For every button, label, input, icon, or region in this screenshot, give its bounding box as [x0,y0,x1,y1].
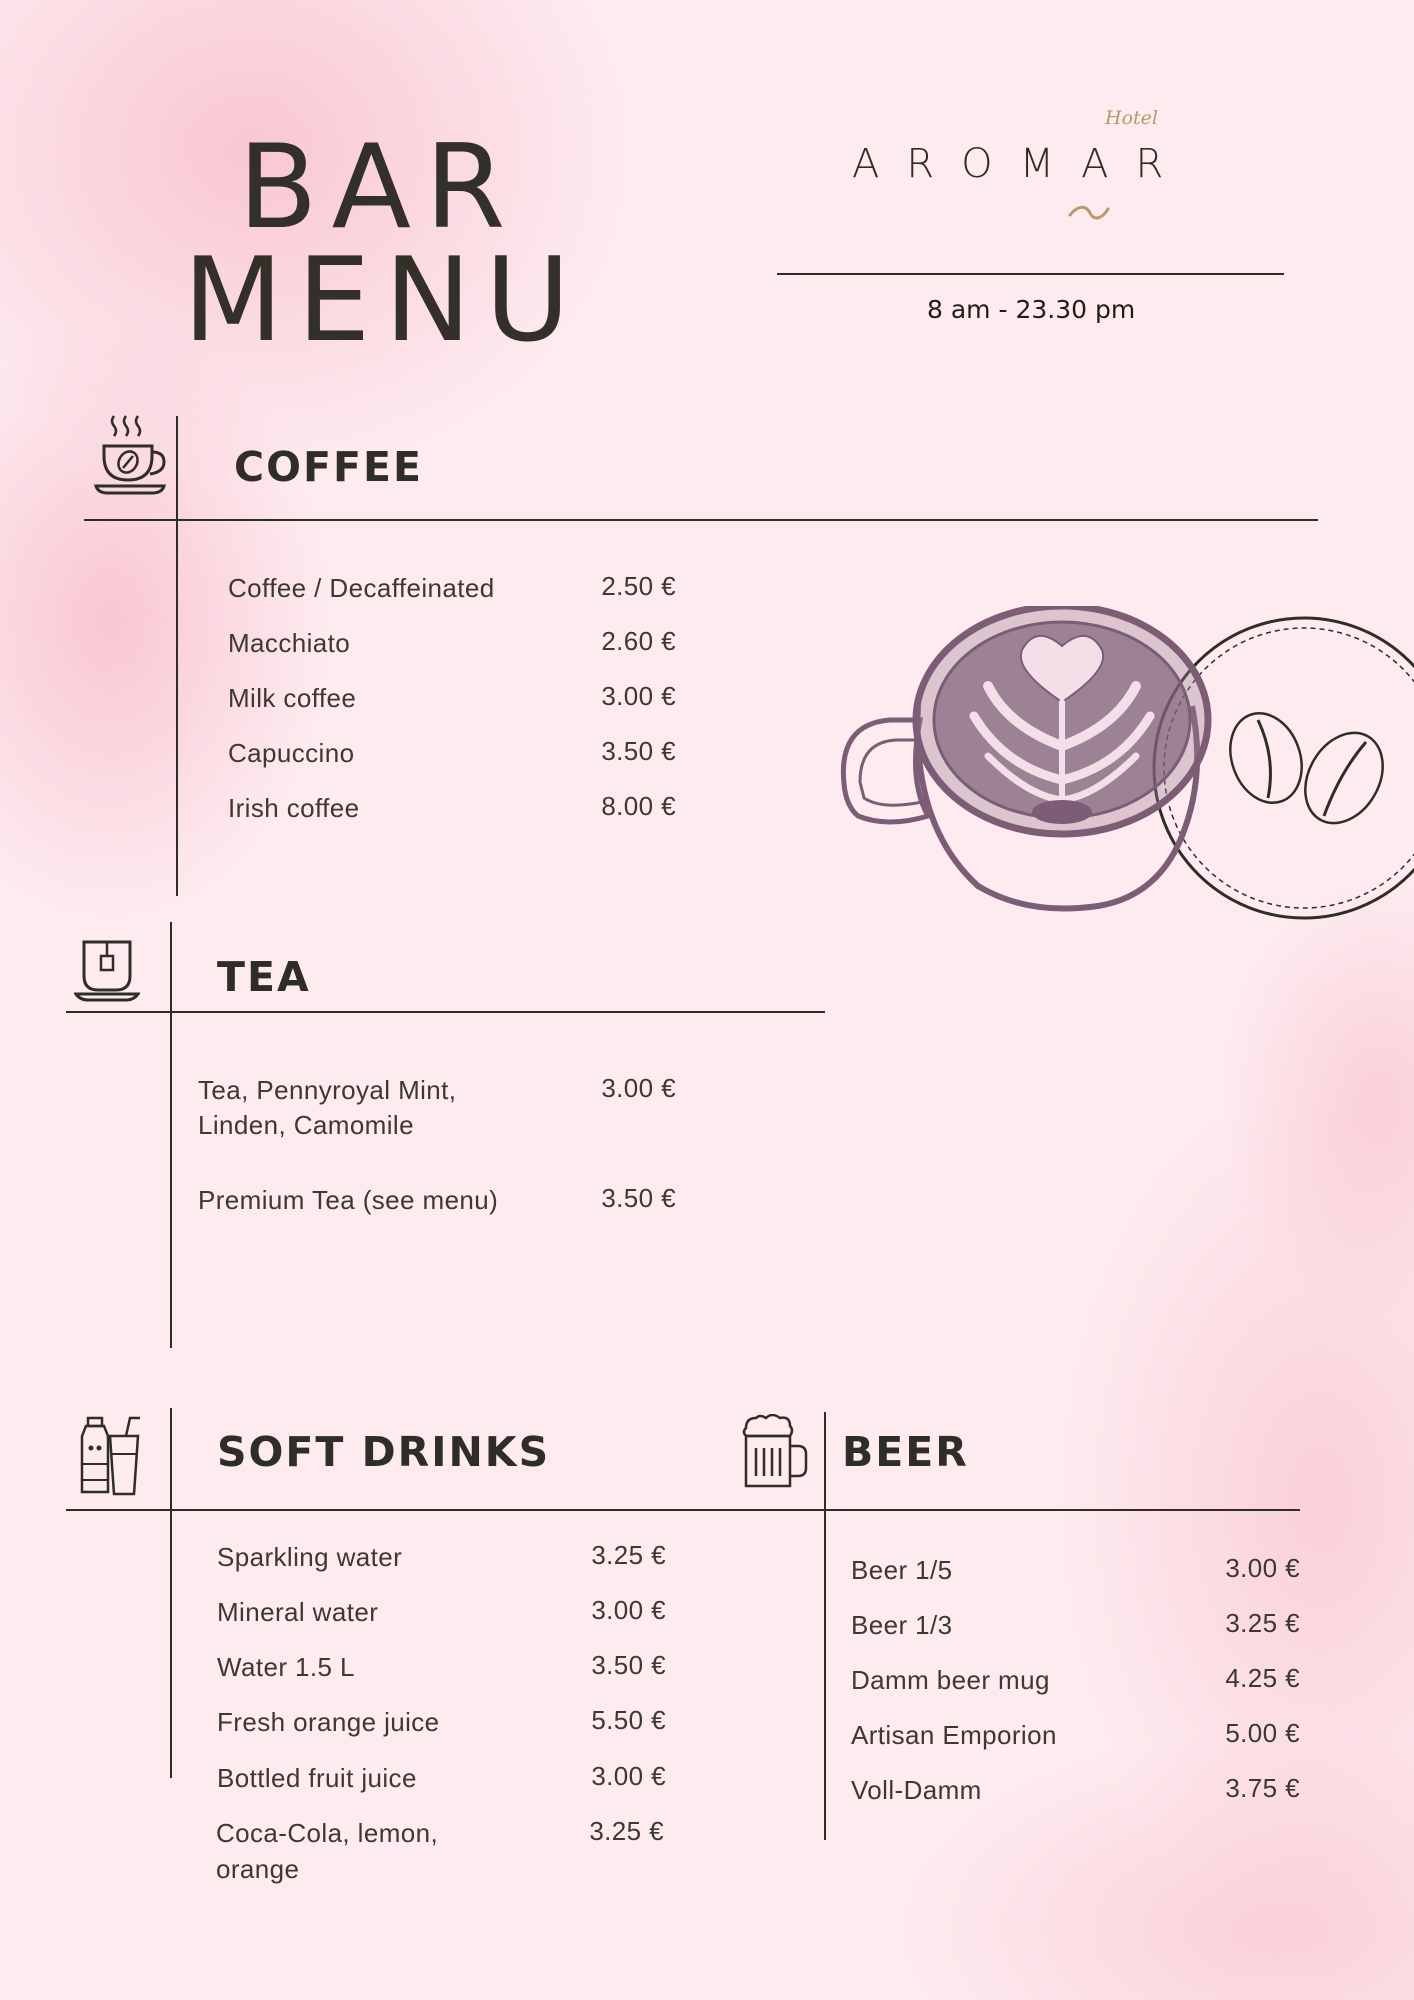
soft-drinks-vertical-rule [170,1408,172,1778]
opening-hours: 8 am - 23.30 pm [927,295,1136,324]
beer-divider [826,1509,1300,1511]
menu-price: 3.00 € [591,1595,666,1625]
tea-divider [66,1011,825,1013]
menu-price: 3.50 € [601,1183,676,1213]
menu-price: 3.00 € [601,681,676,711]
section-title-coffee: COFFEE [234,443,423,491]
section-title-beer: BEER [842,1428,969,1476]
menu-price: 5.50 € [591,1705,666,1735]
menu-item: Water 1.5 L [217,1652,355,1682]
menu-price: 3.50 € [601,736,676,766]
menu-item: Damm beer mug [851,1665,1050,1695]
section-title-tea: TEA [217,953,311,1001]
menu-price: 8.00 € [601,791,676,821]
menu-price: 3.00 € [591,1761,666,1791]
menu-item-line2: Linden, Camomile [198,1110,414,1140]
menu-item: Milk coffee [228,683,357,713]
menu-price: 5.00 € [1225,1718,1300,1748]
menu-item: Beer 1/3 [851,1610,953,1640]
menu-item: Sparkling water [217,1542,403,1572]
beer-mug-icon [738,1414,808,1490]
header-divider [777,273,1284,275]
menu-item: Beer 1/5 [851,1555,953,1585]
menu-item: Voll-Damm [851,1775,982,1805]
coffee-beans-icon [1218,703,1398,837]
tea-cup-icon [74,938,140,1002]
menu-item: Coca-Cola, lemon, [216,1818,439,1848]
coffee-divider [84,519,1318,521]
menu-item: Premium Tea (see menu) [198,1185,499,1215]
menu-price: 3.25 € [589,1816,664,1846]
section-title-soft-drinks: SOFT DRINKS [217,1428,551,1476]
menu-item: Tea, Pennyroyal Mint, [198,1075,457,1105]
soft-drinks-icon [80,1414,144,1498]
menu-price: 3.25 € [1225,1608,1300,1638]
menu-item-line2: orange [216,1854,300,1884]
tea-vertical-rule [170,922,172,1348]
menu-item: Irish coffee [228,793,360,823]
page-title-bar: BAR [238,120,520,255]
brand-name: AROMAR [852,141,1191,187]
menu-price: 2.60 € [601,626,676,656]
menu-item: Coffee / Decaffeinated [228,573,495,603]
menu-price: 3.50 € [591,1650,666,1680]
menu-item: Mineral water [217,1597,379,1627]
page-title-menu: MENU [183,233,585,368]
menu-item: Macchiato [228,628,351,658]
menu-item: Artisan Emporion [851,1720,1057,1750]
latte-illustration [838,606,1414,922]
coffee-vertical-rule [176,416,178,896]
menu-item: Capuccino [228,738,355,768]
menu-price: 4.25 € [1225,1663,1300,1693]
coffee-cup-icon [92,412,168,497]
menu-price: 3.00 € [1225,1553,1300,1583]
brand-hotel-label: Hotel [1105,107,1158,129]
beer-vertical-rule [824,1412,826,1840]
menu-item: Bottled fruit juice [217,1763,417,1793]
menu-price: 2.50 € [601,571,676,601]
menu-price: 3.25 € [591,1540,666,1570]
soft-drinks-divider [66,1509,826,1511]
menu-price: 3.00 € [601,1073,676,1103]
menu-item: Fresh orange juice [217,1707,440,1737]
brand-wave-icon [1068,205,1110,221]
menu-price: 3.75 € [1225,1773,1300,1803]
